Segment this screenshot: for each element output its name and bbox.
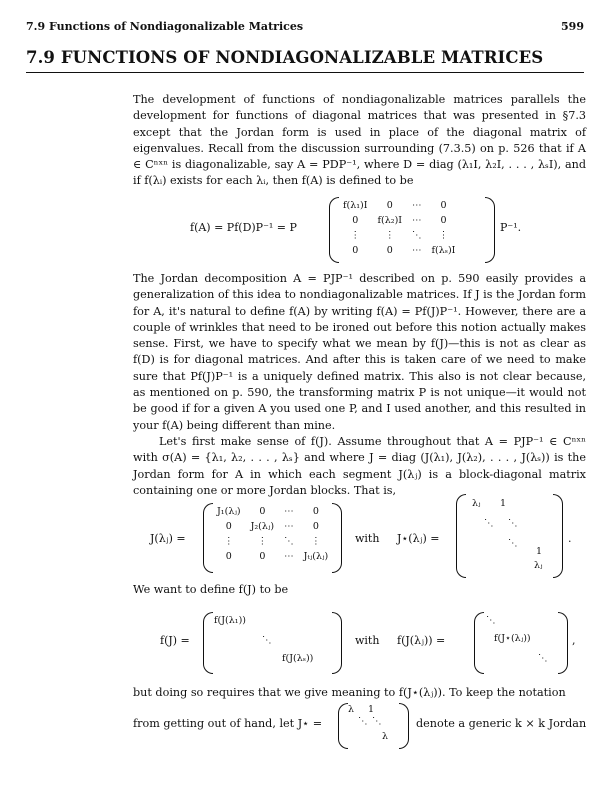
- m1-cell: f(λ₁)I: [343, 200, 368, 211]
- m3-cell: ⋱: [484, 518, 494, 529]
- running-header: [26, 20, 584, 36]
- m1-cell: ⋯: [412, 200, 422, 211]
- equation-2-mid: J⋆(λⱼ) =: [397, 532, 440, 545]
- matrix-1: [337, 197, 461, 259]
- m1-cell: 0: [352, 245, 359, 256]
- m2-cell: ⋮: [257, 536, 268, 547]
- m5-cell: ⋱: [538, 653, 548, 664]
- m3-cell: 1: [500, 498, 507, 509]
- paragraph-5a-text: but doing so requires that we give meaning to f(J⋆(λⱼ)). To keep the notation: [133, 686, 566, 699]
- paragraph-2-text: The Jordan decomposition A = PJP⁻¹ described on p. 590 easily provides a generalization of this idea to nondiagonalizable matrices. If J is the Jordan form for A, it's natural to define f(A) by writing f(A) = Pf(J)P⁻¹. However, there are a couple of wrinkles that need to be ironed out before this notion actually makes sense. First, we have to specify what we mean by f(J)—this is not as clear as f(D) is for diagonal matrices. And after this is taken care of we need to make sure that Pf(J)P⁻¹ is a uniquely defined matrix. This also is not clear because, as mentioned on p. 590, the transforming matrix P is not unique—it would not be good if for a given A you used one P, and I used another, and this resulted in your f(A) being different than mine.: [133, 272, 586, 432]
- equation-2-with: with: [355, 532, 380, 545]
- m6-cell: λ: [382, 731, 389, 742]
- m1-cell: 0: [386, 245, 393, 256]
- equation-3-mid: f(J(λⱼ)) =: [397, 634, 446, 647]
- matrix-4-right-paren: [332, 612, 342, 674]
- m2-cell: ⋮: [311, 536, 321, 547]
- m2-cell: 0: [225, 521, 232, 532]
- equation-3-lhs: f(J) =: [160, 634, 190, 647]
- matrix-6: [346, 704, 396, 746]
- m1-cell: f(λ₂)I: [377, 215, 403, 226]
- paragraph-3-text: Let's first make sense of f(J). Assume throughout that A = PJP⁻¹ ∈ Cⁿˣⁿ with σ(A) = {λ₁, λ₂, . . . , λₛ} and where J = diag (J(λ₁), J(λ₂), . . . , J(λₛ)) is the Jordan form for A in which each segment J(λⱼ) is a block-diagonal matrix containing one or more Jordan blocks. That is,: [133, 434, 586, 497]
- m3-cell: 1: [536, 546, 543, 557]
- paragraph-5c-text: denote a generic k × k Jordan: [416, 717, 587, 730]
- paragraph-1-text: The development of functions of nondiagonalizable matrices parallels the development for functions of diagonal matrices that was presented in §7.3 except that the Jordan form is used in place of the diagonal matrix of eigenvalues. Recall from the discussion surrounding (7.3.5) on p. 526 that if A ∈ Cⁿˣⁿ is diagonalizable, say A = PDP⁻¹, where D = diag (λ₁I, λ₂I, . . . , λₛI), and if f(λᵢ) exists for each λᵢ, then f(A) is defined to be: [133, 93, 586, 188]
- m2-cell: ⋯: [284, 506, 294, 517]
- paragraph-2: [133, 271, 586, 499]
- m1-cell: ⋮: [350, 230, 360, 241]
- m6-cell: ⋱: [358, 716, 368, 727]
- m5-cell: f(J⋆(λⱼ)): [494, 633, 531, 644]
- matrix-3: [470, 498, 550, 572]
- m1-cell: 0: [440, 200, 447, 211]
- equation-1-lhs: f(A) = Pf(D)P⁻¹ = P: [190, 221, 297, 234]
- matrix-3-right-paren: [553, 494, 563, 578]
- equation-2-period: .: [568, 532, 572, 545]
- matrix-2: [211, 503, 334, 565]
- paragraph-5b-text: from getting out of hand, let J⋆ =: [133, 717, 323, 730]
- matrix-6-right-paren: [399, 703, 409, 749]
- paragraph-4: [133, 582, 586, 598]
- m2-cell: J₂(λⱼ): [250, 521, 275, 532]
- equation-2-lhs: J(λⱼ) =: [150, 532, 186, 545]
- m2-cell: 0: [312, 521, 319, 532]
- m2-cell: 0: [259, 551, 266, 562]
- m1-cell: 0: [386, 200, 393, 211]
- matrix-4: [212, 615, 330, 671]
- matrix-2-right-paren: [332, 503, 342, 573]
- matrix-1-right-paren: [485, 197, 495, 263]
- equation-3-with: with: [355, 634, 380, 647]
- title-rule: [26, 72, 584, 73]
- m1-cell: ⋯: [412, 215, 422, 226]
- m2-cell: 0: [259, 506, 266, 517]
- matrix-5: [482, 615, 562, 671]
- m2-cell: Jₜⱼ(λⱼ): [303, 551, 329, 562]
- m1-cell: 0: [352, 215, 359, 226]
- paragraph-5: [133, 685, 586, 701]
- m2-cell: J₁(λⱼ): [217, 506, 241, 517]
- equation-3-comma: ,: [572, 634, 576, 647]
- m6-cell: 1: [368, 704, 375, 715]
- m2-cell: ⋯: [284, 521, 294, 532]
- m1-cell: ⋯: [412, 245, 422, 256]
- section-title: 7.9 FUNCTIONS OF NONDIAGONALIZABLE MATRICES: [26, 48, 544, 67]
- m2-cell: 0: [225, 551, 232, 562]
- paragraph-1: [133, 92, 586, 190]
- matrix-3-left-paren: [456, 494, 466, 578]
- m5-cell: ⋱: [486, 615, 496, 626]
- paragraph-4-text: We want to define f(J) to be: [133, 583, 289, 596]
- running-header-section: 7.9 Functions of Nondiagonalizable Matrices: [26, 20, 304, 33]
- equation-1-rhs: P⁻¹.: [500, 221, 522, 234]
- m1-cell: f(λₛ)I: [431, 245, 456, 256]
- m2-cell: ⋱: [284, 536, 294, 547]
- m2-cell: ⋯: [284, 551, 294, 562]
- m3-cell: ⋱: [508, 518, 518, 529]
- m3-cell: λⱼ: [472, 498, 481, 509]
- m1-cell: ⋮: [438, 230, 449, 241]
- m1-cell: 0: [440, 215, 447, 226]
- m4-cell: f(J(λₛ)): [282, 653, 314, 664]
- m3-cell: ⋱: [508, 538, 518, 549]
- m2-cell: ⋮: [224, 536, 234, 547]
- m6-cell: λ: [348, 704, 355, 715]
- m1-cell: ⋮: [385, 230, 395, 241]
- m4-cell: ⋱: [262, 635, 272, 646]
- m3-cell: λⱼ: [534, 560, 543, 571]
- matrix-5-right-paren: [558, 612, 568, 674]
- m6-cell: ⋱: [372, 716, 382, 727]
- page-number: 599: [561, 20, 584, 33]
- m2-cell: 0: [312, 506, 319, 517]
- m1-cell: ⋱: [412, 230, 422, 241]
- m4-cell: f(J(λ₁)): [214, 615, 246, 626]
